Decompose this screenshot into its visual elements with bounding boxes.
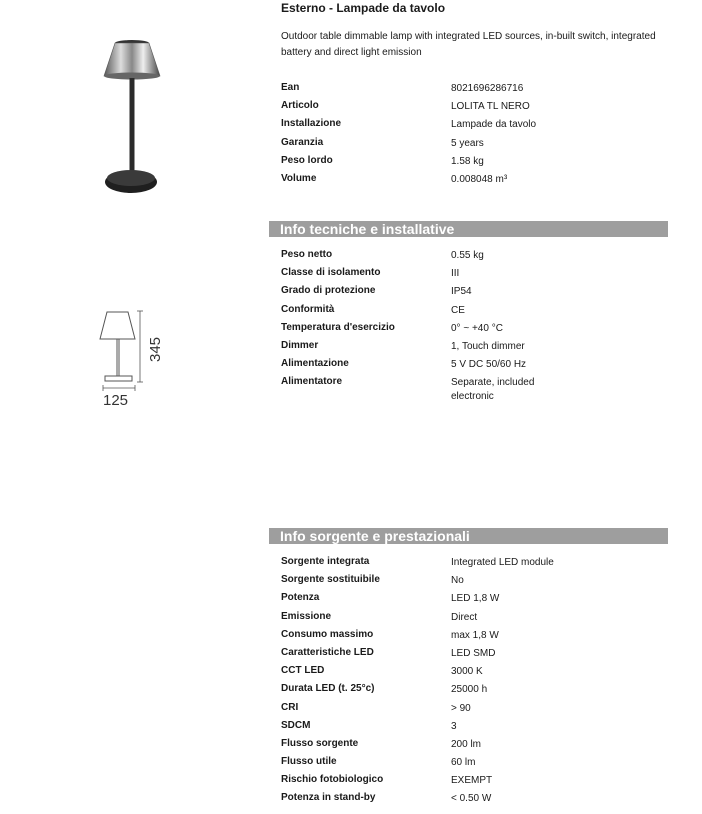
spec-row [281, 358, 671, 376]
spec-row [281, 376, 671, 406]
spec-row [281, 249, 671, 267]
spec-value: LED 1,8 W [451, 593, 500, 605]
spec-label: Ean [281, 82, 300, 93]
table-lamp-image [100, 38, 164, 198]
product-photo [100, 38, 164, 203]
spec-row [281, 756, 671, 774]
spec-label: Potenza in stand-by [281, 792, 376, 804]
spec-label: Temperatura d'esercizio [281, 321, 395, 333]
spec-label: Garanzia [281, 136, 324, 148]
spec-label: Alimentazione [281, 358, 349, 370]
spec-value: EXEMPT [451, 775, 493, 787]
spec-label: Articolo [281, 100, 319, 112]
spec-value: 25000 h [451, 684, 488, 696]
spec-label: SDCM [281, 719, 311, 731]
section-header-source [269, 528, 668, 544]
spec-label: Grado di protezione [281, 285, 376, 297]
spec-value: max 1,8 W [451, 629, 499, 641]
spec-value: Integrated LED module [451, 557, 554, 568]
spec-row [281, 683, 671, 701]
spec-value: < 0.50 W [451, 793, 492, 805]
spec-value: 5 years [451, 137, 484, 149]
spec-row [281, 304, 671, 322]
spec-row [281, 556, 671, 574]
spec-row-peso-lordo [281, 155, 671, 173]
spec-row [281, 774, 671, 792]
spec-label: Potenza [281, 592, 320, 604]
tech-specs [281, 249, 671, 406]
spec-label: Caratteristiche LED [281, 646, 374, 658]
product-description: Outdoor table dimmable lamp with integrated LED sources, in-built switch, integrated battery and direct light emission [281, 31, 656, 58]
spec-label: Alimentatore [281, 376, 343, 388]
spec-label: Sorgente integrata [281, 556, 370, 567]
spec-value: 0° ~ +40 °C [451, 322, 503, 334]
spec-row [281, 267, 671, 285]
width-dimension-label: 125 [103, 392, 129, 409]
spec-value: No [451, 575, 464, 587]
spec-row-ean [281, 82, 671, 100]
spec-value: 1.58 kg [451, 155, 484, 167]
spec-value: 5 V DC 50/60 Hz [451, 359, 527, 371]
spec-row [281, 665, 671, 683]
spec-value: IP54 [451, 286, 472, 298]
spec-row [281, 647, 671, 665]
spec-label: Installazione [281, 118, 342, 130]
spec-value: III [451, 268, 460, 280]
spec-label: Classe di isolamento [281, 267, 381, 279]
spec-row [281, 792, 671, 810]
spec-value: 8021696286716 [451, 83, 524, 94]
spec-row-articolo [281, 100, 671, 118]
spec-row [281, 285, 671, 303]
spec-value: CE [451, 304, 465, 316]
spec-label: CRI [281, 701, 299, 713]
height-dimension-label: 345 [147, 336, 164, 362]
spec-row [281, 738, 671, 756]
spec-label: Flusso utile [281, 756, 337, 768]
spec-value: > 90 [451, 702, 471, 714]
spec-value: 0.008048 m³ [451, 173, 508, 185]
section-header-tech [269, 221, 668, 237]
spec-row [281, 592, 671, 610]
spec-value: LED SMD [451, 647, 496, 659]
spec-label: CCT LED [281, 665, 325, 677]
spec-value: 60 lm [451, 757, 476, 769]
spec-label: Dimmer [281, 339, 319, 351]
spec-value: 1, Touch dimmer [451, 340, 525, 352]
spec-label: Peso lordo [281, 154, 333, 166]
spec-value: 200 lm [451, 738, 482, 750]
section-title: Info tecniche e installative [280, 221, 455, 237]
page-title: Esterno - Lampade da tavolo [281, 1, 446, 15]
spec-row [281, 702, 671, 720]
dimension-drawing [95, 306, 175, 416]
spec-value: 3 [451, 720, 457, 732]
spec-row [281, 629, 671, 647]
spec-row [281, 720, 671, 738]
spec-label: Sorgente sostituibile [281, 574, 380, 586]
spec-label: Emissione [281, 610, 332, 622]
spec-value: Direct [451, 611, 478, 623]
spec-row-installazione [281, 118, 671, 136]
general-specs [281, 82, 671, 191]
section-title: Info sorgente e prestazionali [280, 528, 470, 544]
spec-row-volume [281, 173, 671, 191]
spec-label: Peso netto [281, 249, 333, 260]
spec-label: Consumo massimo [281, 628, 374, 640]
spec-row [281, 340, 671, 358]
source-specs [281, 556, 671, 811]
spec-row [281, 322, 671, 340]
spec-row [281, 611, 671, 629]
spec-row-garanzia [281, 137, 671, 155]
spec-value: 3000 K [451, 666, 483, 678]
spec-row [281, 574, 671, 592]
spec-label: Rischio fotobiologico [281, 774, 384, 786]
spec-value: LOLITA TL NERO [451, 101, 530, 113]
spec-value: Lampade da tavolo [451, 119, 537, 131]
spec-label: Flusso sorgente [281, 737, 359, 749]
spec-label: Volume [281, 172, 317, 184]
spec-label: Conformità [281, 303, 335, 315]
spec-value: 0.55 kg [451, 250, 484, 261]
spec-label: Durata LED (t. 25°c) [281, 683, 375, 695]
spec-value: Separate, included electronic [451, 377, 535, 403]
